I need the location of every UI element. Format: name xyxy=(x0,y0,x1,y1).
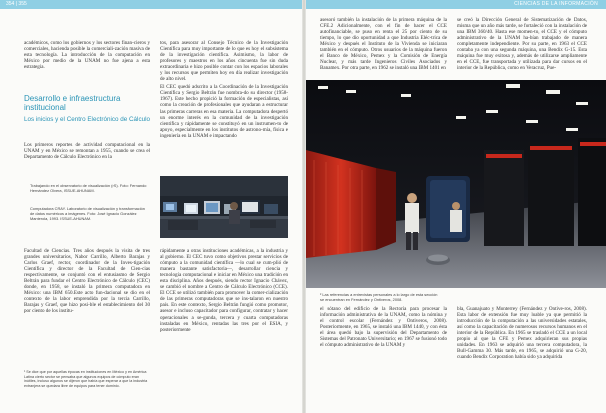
subheading: Los inicios y el Centro Electrónico de Cálculo xyxy=(24,116,150,123)
paragraph: bla, Guanajuato y Monterrey (Fernández y Ontive-ros, 2008). Esta labor de extensión fue muy loable ya que permitió la introducción de la computación a las universidades estatales, así como la capacitación de numerosos recursos humanos en el interior de la República. En 1965 se trasladó el CCE a un local propio al que la CFE y Pemex adquirieran sus propias unidades. En 1963 se adquirió una tercera computadora, la Bull-Gamma 30. Más tarde, en 1965, se adquirió una G-20, cuando Bendix Corporation había sido ya adquirida xyxy=(457,306,587,361)
section-heading: Desarrollo e infraestructura institucional xyxy=(24,94,121,113)
paragraph: asesoró también la instalación de la primera máquina de la CFE.2 Adicionalmente, con el fin de hacer el CCE autofinanciable, se puso en renta el 25 por ciento de su tiempo, lo que dio oportunidad a que Industria Eléc-trica de México y después el Instituto de la Vivienda se iniciaran también en el cómputo. Otros usuarios de la máquina fueron el Banco de México, Pemex y la Comisión de Energía Nuclear, y más tarde Ingenieros Civiles Asociados y Banamex. Por otra parte, en 1962 se instaló una IBM 1401 en xyxy=(320,17,447,72)
footnote-marker: ¹ xyxy=(24,370,27,374)
photo-caption-2: Computadora CRAY. Laboratorio de visualización y transformación de datos numéricos a imágenes. Foto: José Ignacio González Manterola, 1993. ISSUE-AHUNAM. xyxy=(30,206,145,221)
paragraph: tos, para asesorar al Consejo Técnico de la Investigación Científica para muy importante de lo que es hoy el subsistema de la investigación científica. Asimismo, la labor de profesores y maestros en los años cincuenta fue sin duda extraordinaria e hizo posible contar con los espacios laborales y los recursos que permiten hoy en día realizar investigación de alto nivel. xyxy=(160,40,288,83)
paragraph: Los primeros reportes de actividad computacional en la UNAM y en México se remontan a 1955, cuando se crea el Departamento de Cálculo Electrónico en la xyxy=(24,142,150,161)
left-col2-bottom-text xyxy=(160,248,288,400)
visualization-lab-photo xyxy=(160,176,288,238)
paragraph: rápidamente a otras instituciones académicas, a la industria y al gobierno. El CEC tuvo como objetivos prestar servicios de cómputo a la comunidad científica —lo cual se cum-plió de manera bastante satisfactoria—, desarrollar ciencia y tecnología computacional e iniciar en México una tradición en esta disciplina. Años después, siendo rector Ignacio Chávez, se cambió el nombre a Centro de Cálculo Electrónico (CCE). El CCE se utilizó también para promover la comer-cialización de las primeras computadoras que se ins-talaron en nuestro país. En este contexto, Sergio Beltrán fungió como promotor, asesor e incluso capacitador para configurar, contratar y hacer operacionales a se-gunda, tercera y cuarta computadoras instaladas en México, rentadas las tres por el ESIA, y posteriormente xyxy=(160,248,288,333)
left-col1-top-text xyxy=(24,40,150,80)
paragraph: se creó la Dirección General de Sistematización de Datos, misma que un año más tarde, se fortaleció con la instalación de una IBM 360/40. Hasta ese momen-to, el CCE y el cómputo administrativo de la UNAM ha-bían trabajado de manera completamente independiente. Por su parte, en 1963 el CCE contaba ya con una segunda máquina, una Bendix G-15. Esta máquina fue muy exitosa y, además de utilizarse ampliamente en el CCE, fue transportada y utilizada para dar cursos en el interior de la República, como en Veracruz, Pue- xyxy=(457,17,587,72)
left-footnote xyxy=(24,370,152,388)
footnote-text: Las referencias a entrevistas personales a lo largo de esta sección se encuentran en Fernández y Ontiveros, 2008. xyxy=(320,292,438,302)
left-col2-top-text xyxy=(160,40,288,168)
left-header-band xyxy=(0,0,302,9)
server-room-illustration xyxy=(306,80,606,288)
right-col3-top-text xyxy=(320,17,447,79)
running-section-title: CIENCIAS DE LA INFORMACIÓN xyxy=(514,1,598,7)
photo-caption-1: Trabajando en el observatorio de visualización (rS). Foto: Fernando Hernández Olvera, ISSUE-AHUNAM. xyxy=(30,183,147,193)
left-col1-bottom-text xyxy=(24,248,150,348)
right-col4-bottom-text xyxy=(457,306,587,406)
server-photo-caption xyxy=(320,292,440,302)
footnote-marker: ² xyxy=(320,292,323,297)
left-col1-mid-text xyxy=(24,142,150,162)
page-numbers: 354 | 355 xyxy=(6,1,27,7)
paragraph: el sótano del edificio de la Rectoría para procesar la información administrativa de la UNAM, como la nómina y el control escolar (Fernández y Ontiveros, 2008). Posteriormente, en 1965, se instaló una IBM 1440, y con ésta el área quedó bajo la supervisión del Departamento de Sistemas del Patronato Universitario; en 1967 se fusionó todo el cómputo administrativo de la UNAM y xyxy=(320,306,447,349)
right-header-band xyxy=(306,0,606,9)
paragraph: académicos, como los gobiernos y los sectores finan-cieros y comerciales, hacienda posible la comerciali-zación masiva de esta tecnología. La introducción de la computación en México por medio de la UNAM no fue ajena a esta estrategia. xyxy=(24,40,150,71)
paragraph: El CEC quedó adscrito a la Coordinación de la Investigación Científica y Sergio Beltrán fue nombra-do su director (1958-1967). Este hecho propició la formación de especialistas, así como la creación de profesionales que ayudaran a estructurar las primeras carreras en esa materia. La computadora despertó un enorme interés en la comunidad de la investigación científica y rápidamente se constituyó en un instrumen-to de apoyo, especialmente en los institutos de astrono-mía, física e ingeniería en la UNAM e impactando xyxy=(160,84,288,139)
right-col4-top-text xyxy=(457,17,587,79)
right-col3-bottom-text xyxy=(320,306,447,406)
lab-photo-illustration xyxy=(160,176,288,238)
paragraph: Facultad de Ciencias. Tres años después la visita de tres grandes universitarios, Nabor Carrillo, Alberto Barajas y Carlos Graef, rector, coordinador de la Inves-tigación Científica y director de la Facultad de Cien-cias respectivamente, se conjuntó con el entusiasmo de Sergio Beltrán para fundar el Centro Electrónico de Cálculo (CEC) donde, en 1958, se instaló la primera computadora en México: una IBM 650.Este acto fun-dacional se dio en el contexto de la labor emprendida por la tercia Carrillo, Barajas y Graef, que hizo posi-ble el establecimiento del 30 por ciento de los institu- xyxy=(24,248,150,315)
supercomputer-room-photo xyxy=(306,80,606,288)
footnote-text: Se dice que por aquellas épocas en instituciones en México y en América Latina cierto sector se pensaba que algunos equipos de cómputo eran inútiles, incluso algunos se dijeron que había que esperar a que la industria extranjera se quedara libre de equipos para tener dominio. xyxy=(24,370,148,388)
